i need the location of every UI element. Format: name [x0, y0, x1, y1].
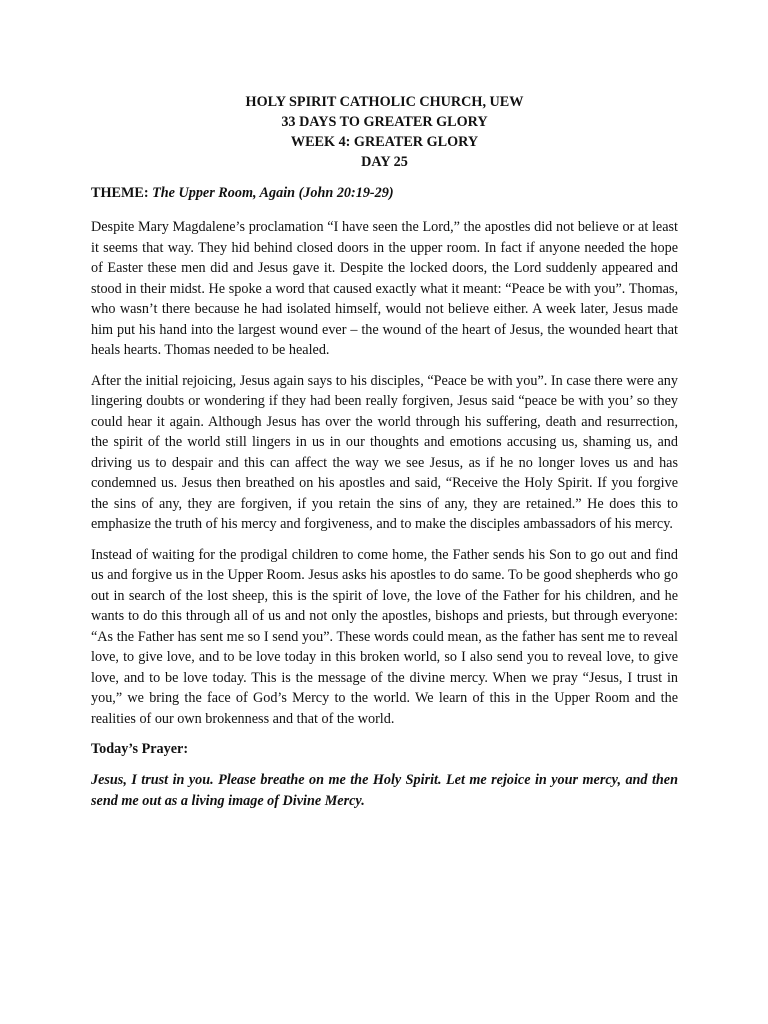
week-title: WEEK 4: GREATER GLORY [290, 134, 479, 150]
theme-text: The Upper Room, Again (John 20:19-29) [152, 185, 394, 201]
paragraph-2: After the initial rejoicing, Jesus again says to his disciples, “Peace be with you”. In case there were any lingering doubts or wondering if they had been really forgiven, Jesus said “peace be with you’ so they could hear it again. Although Jesus has over the world through his suffering, death and resurrection, the spirit of the world still lingers in us in our thoughts and emotions accusing us, shaming us, and driving us to despair and this can affect the way we see Jesus, as if he no longer loves us and has condemned us. Jesus then breathed on his apostles and said, “Receive the Holy Spirit. If you forgive the sins of any, they are forgiven, if you retain the sins of any, they are retained.” He does this to emphasize the truth of his mercy and forgiveness, and to make the disciples ambassadors of his mercy. [91, 372, 678, 532]
program-title: 33 DAYS TO GREATER GLORY [281, 114, 488, 130]
day-title: DAY 25 [361, 154, 408, 170]
paragraph-3: Instead of waiting for the prodigal children to come home, the Father sends his Son to go out and find us and forgive us in the Upper Room. Jesus asks his apostles to do same. To be good shepherds who go out in search of the lost sheep, this is the spirit of love, the love of the Father for his children, and he wants to do this through all of us and not only the apostles, bishops and priests, but through everyone: “As the Father has sent me so I send you”. These words could mean, as the father has sent me to reveal love, to give love, and to be love today in this broken world, so I also send you to reveal love, to give love, and to be love today. This is the message of the divine mercy. When we pray “Jesus, I trust in you,” we bring the face of God’s Mercy to the world. We learn of this in the Upper Room and the realities of our own brokenness and that of the world. [91, 546, 678, 727]
paragraph-1: Despite Mary Magdalene’s proclamation “I have seen the Lord,” the apostles did not believe or at least it seems that way. They hid behind closed doors in the upper room. In fact if anyone needed the hope of Easter these men did and Jesus gave it. Despite the locked doors, the Lord suddenly appeared and stood in their midst. He spoke a word that caused exactly what it meant: “Peace be with you”. Thomas, who wasn’t there because he had isolated himself, would not believe either. A week later, Jesus made him put his hand into the largest wound ever – the wound of the heart of Jesus, the wounded heart that heals hearts. Thomas needed to be healed. [91, 219, 678, 358]
prayer-heading: Today’s Prayer: [91, 741, 189, 757]
church-name: HOLY SPIRIT CATHOLIC CHURCH, UEW [245, 94, 524, 110]
document-header [91, 92, 678, 172]
theme-label: THEME: [91, 185, 149, 201]
theme-line [91, 183, 678, 203]
prayer-text: Jesus, I trust in you. Please breathe on me the Holy Spirit. Let me rejoice in your mercy, and then send me out as a living image of Divine Mercy. [91, 772, 678, 809]
